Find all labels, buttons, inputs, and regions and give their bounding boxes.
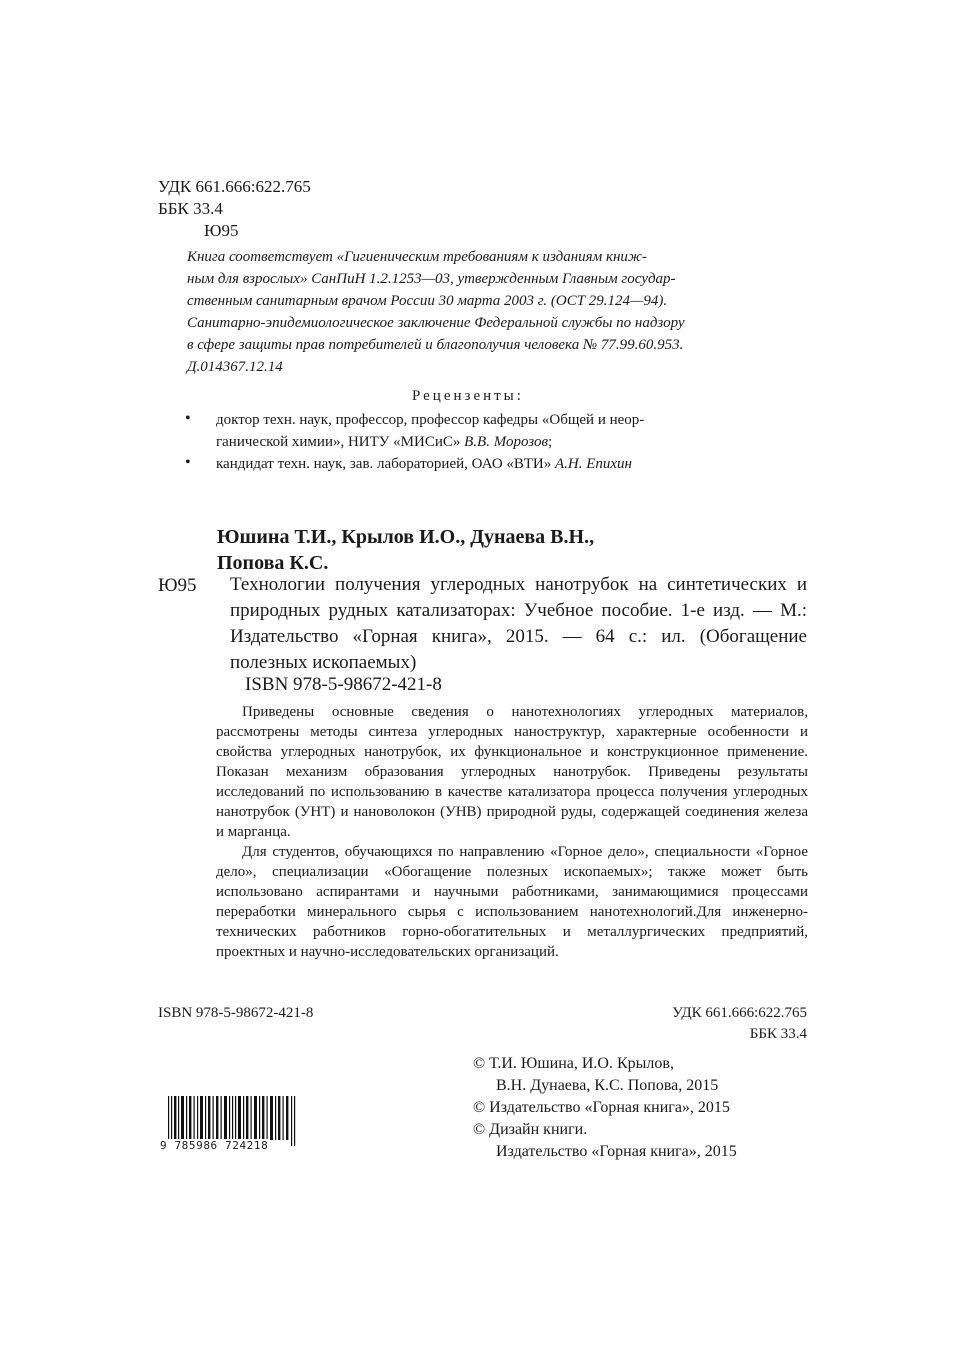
book-isbn: ISBN 978-5-98672-421-8 bbox=[245, 674, 442, 695]
abstract-paragraph-1: Приведены основные сведения о нанотехнологиях углеродных материалов, рассмотрены методы синтеза углеродных наноструктур, характерные особенности и свойства углеродных нанотрубок, их функциональное и конструкционное применение. Показан механизм образования углеродных нанотрубок. Приведены результаты исследований по использованию в качестве катализатора процесса получения углеродных нанотрубок (УНТ) и нановолокон (УНВ) природной руды, содержащей соединения железа и марганца. bbox=[216, 704, 808, 840]
footer-bbk: ББК 33.4 bbox=[749, 1026, 807, 1042]
reviewer-1-line2 bbox=[216, 431, 552, 453]
bbk-code: ББК 33.4 bbox=[158, 199, 223, 218]
copyright-design-line2: Издательство «Горная книга», 2015 bbox=[496, 1143, 737, 1160]
abstract bbox=[216, 702, 808, 962]
hygiene-note-line: Д.014367.12.14 bbox=[187, 359, 283, 375]
authors-line1: Юшина Т.И., Крылов И.О., Дунаева В.Н., bbox=[217, 526, 595, 548]
reviewer-1-affiliation: ганической химии», НИТУ «МИСиС» bbox=[216, 434, 461, 450]
authors-line2: Попова К.С. bbox=[217, 552, 329, 574]
book-description: Технологии получения углеродных нанотрубок на синтетических и природных рудных катализаторах: Учебное пособие. 1-е изд. — М.: Издательство «Горная книга», 2015. — 64 с.: ил. (Обогащение полезных ископаемых) bbox=[230, 574, 807, 673]
copyright-design-line1: © Дизайн книги. bbox=[473, 1121, 588, 1138]
author-mark: Ю95 bbox=[204, 221, 239, 240]
ost-reference: (ОСТ 29.124—94). bbox=[550, 293, 668, 309]
hygiene-note bbox=[187, 246, 807, 378]
footer-isbn: ISBN 978-5-98672-421-8 bbox=[158, 1005, 314, 1021]
barcode-digits: 9 785986 724218 bbox=[160, 1139, 269, 1152]
copyright-authors-line1: © Т.И. Юшина, И.О. Крылов, bbox=[473, 1055, 674, 1072]
reviewer-1-punct: ; bbox=[547, 434, 553, 450]
hygiene-note-line: Книга соответствует «Гигиеническим требованиям к изданиям книж- bbox=[187, 249, 647, 265]
copyright-publisher: © Издательство «Горная книга», 2015 bbox=[473, 1099, 730, 1116]
book-author-mark: Ю95 bbox=[158, 575, 197, 596]
reviewer-1-name: В.В. Морозов bbox=[464, 434, 548, 450]
bullet-icon: • bbox=[185, 454, 191, 471]
reviewer-2-affiliation: кандидат техн. наук, зав. лабораторией, ОАО «ВТИ» bbox=[216, 456, 552, 472]
hygiene-note-text: ственным санитарным врачом России 30 марта 2003 г. bbox=[187, 293, 548, 309]
footer-udk: УДК 661.666:622.765 bbox=[672, 1005, 807, 1021]
abstract-paragraph-2: Для студентов, обучающихся по направлению «Горное дело», специальности «Горное дело», специализации «Обогащение полезных ископаемых»; также может быть использовано аспирантами и научными работниками, занимающимися процессами переработки минерального сырья с использованием нанотехнологий.Для инженерно-технических работников горно-обогатительных и металлургических предприятий, проектных и научно-исследовательских организаций. bbox=[216, 844, 808, 960]
udk-code: УДК 661.666:622.765 bbox=[158, 177, 311, 196]
hygiene-note-line: в сфере защиты прав потребителей и благополучия человека № 77.99.60.953. bbox=[187, 337, 684, 353]
hygiene-note-line: ным для взрослых» СанПиН 1.2.1253—03, утвержденным Главным государ- bbox=[187, 271, 676, 287]
reviewers-title: Рецензенты: bbox=[412, 388, 524, 404]
reviewer-2-name: А.Н. Епихин bbox=[554, 456, 632, 472]
copyright-authors-line2: В.Н. Дунаева, К.С. Попова, 2015 bbox=[496, 1077, 719, 1094]
hygiene-note-line: Санитарно-эпидемиологическое заключение Федеральной службы по надзору bbox=[187, 315, 685, 331]
hygiene-note-line bbox=[187, 290, 807, 312]
reviewer-2 bbox=[216, 453, 632, 475]
reviewer-1-line1: доктор техн. наук, профессор, профессор кафедры «Общей и неор- bbox=[216, 412, 645, 428]
bullet-icon: • bbox=[185, 410, 191, 427]
